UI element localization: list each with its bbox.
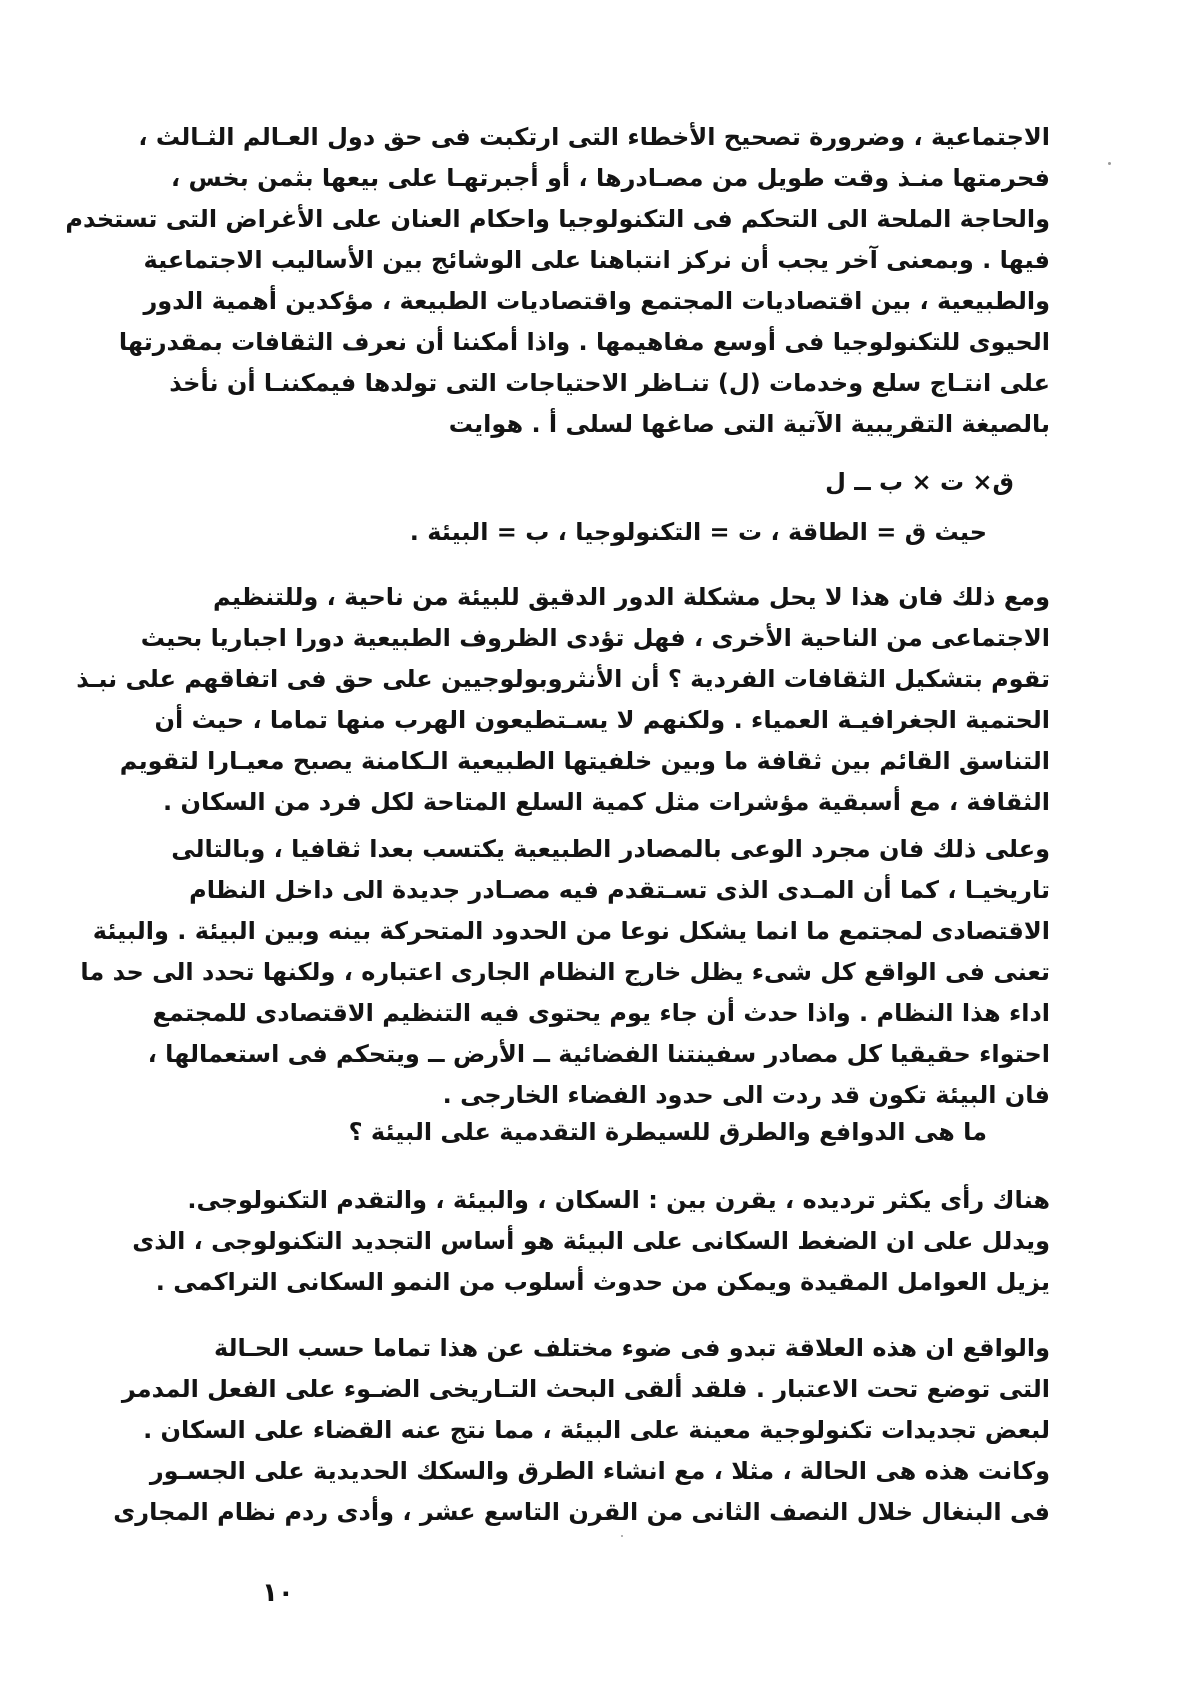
paragraph-2-line-5: التناسق القائم بين ثقافة ما وبين خلفيتها الطبيعية الـكامنة يصبح معيـارا لتقويم bbox=[119, 747, 1050, 775]
paragraph-1-line-8: بالصيغة التقريبية الآتية التى صاغها لسلى أ . هوايت bbox=[448, 410, 1050, 438]
paragraph-5 bbox=[113, 1328, 1050, 1533]
paragraph-1-line-6: الحيوى للتكنولوجيا فى أوسع مفاهيمها . واذا أمكننا أن نعرف الثقافات بمقدرتها bbox=[118, 328, 1050, 356]
section-question: ما هى الدوافع والطرق للسيطرة التقدمية على البيئة ؟ bbox=[348, 1118, 987, 1146]
paragraph-1-line-5: والطبيعية ، بين اقتصاديات المجتمع واقتصاديات الطبيعة ، مؤكدين أهمية الدور bbox=[143, 287, 1050, 315]
paragraph-1-line-7: على انتـاج سلع وخدمات (ل) تنـاظر الاحتياجات التى تولدها فيمكننـا أن نأخذ bbox=[169, 369, 1050, 397]
paragraph-2-line-4: الحتمية الجغرافيـة العمياء . ولكنهم لا يسـتطيعون الهرب منها تماما ، حيث أن bbox=[154, 706, 1050, 734]
paragraph-5-line-1: والواقع ان هذه العلاقة تبدو فى ضوء مختلف عن هذا تماما حسب الحـالة bbox=[213, 1334, 1050, 1362]
paragraph-1-line-2: فحرمتها منـذ وقت طويل من مصـادرها ، أو أجبرتهـا على بيعها بثمن بخس ، bbox=[171, 164, 1050, 192]
paragraph-3-line-6: احتواء حقيقيا كل مصادر سفينتنا الفضائية ــ الأرض ــ ويتحكم فى استعمالها ، bbox=[147, 1040, 1050, 1068]
formula-definition: حيث ق = الطاقة ، ت = التكنولوجيا ، ب = البيئة . bbox=[409, 518, 987, 546]
paragraph-2-line-1: ومع ذلك فان هذا لا يحل مشكلة الدور الدقيق للبيئة من ناحية ، وللتنظيم bbox=[213, 583, 1050, 611]
paragraph-3-line-2: تاريخيـا ، كما أن المـدى الذى تسـتقدم فيه مصـادر جديدة الى داخل النظام bbox=[189, 876, 1050, 904]
paragraph-1 bbox=[65, 117, 1050, 445]
scan-speck bbox=[621, 1535, 623, 1537]
paragraph-3-line-1: وعلى ذلك فان مجرد الوعى بالمصادر الطبيعية يكتسب بعدا ثقافيا ، وبالتالى bbox=[171, 835, 1050, 863]
paragraph-5-line-5: فى البنغال خلال النصف الثانى من القرن التاسع عشر ، وأدى ردم نظام المجارى bbox=[113, 1498, 1050, 1526]
paragraph-5-line-2: التى توضع تحت الاعتبار . فلقد ألقى البحث التـاريخى الضـوء على الفعل المدمر bbox=[121, 1375, 1050, 1403]
formula: ق× ت × ب ــ ل bbox=[825, 468, 1014, 496]
page-number: ١٠ bbox=[262, 1578, 294, 1608]
paragraph-4 bbox=[132, 1180, 1050, 1303]
paragraph-3-line-4: تعنى فى الواقع كل شىء يظل خارج النظام الجارى اعتباره ، ولكنها تحدد الى حد ما bbox=[80, 958, 1050, 986]
paragraph-1-line-1: الاجتماعية ، وضرورة تصحيح الأخطاء التى ارتكبت فى حق دول العـالم الثـالث ، bbox=[138, 123, 1050, 151]
paragraph-3-line-7: فان البيئة تكون قد ردت الى حدود الفضاء الخارجى . bbox=[442, 1081, 1050, 1109]
paragraph-3-line-3: الاقتصادى لمجتمع ما انما يشكل نوعا من الحدود المتحركة بينه وبين البيئة . والبيئة bbox=[92, 917, 1050, 945]
scan-speck bbox=[1108, 162, 1111, 165]
paragraph-5-line-3: لبعض تجديدات تكنولوجية معينة على البيئة ، مما نتج عنه القضاء على السكان . bbox=[143, 1416, 1050, 1444]
paragraph-1-line-4: فيها . وبمعنى آخر يجب أن نركز انتباهنا على الوشائج بين الأساليب الاجتماعية bbox=[143, 246, 1050, 274]
paragraph-1-line-3: والحاجة الملحة الى التحكم فى التكنولوجيا واحكام العنان على الأغراض التى تستخدم bbox=[65, 205, 1050, 233]
paragraph-2-line-2: الاجتماعى من الناحية الأخرى ، فهل تؤدى الظروف الطبيعية دورا اجباريا بحيث bbox=[140, 624, 1050, 652]
paragraph-4-line-3: يزيل العوامل المقيدة ويمكن من حدوث أسلوب من النمو السكانى التراكمى . bbox=[155, 1268, 1050, 1296]
paragraph-4-line-2: ويدلل على ان الضغط السكانى على البيئة هو أساس التجديد التكنولوجى ، الذى bbox=[132, 1227, 1050, 1255]
paragraph-3-line-5: اداء هذا النظام . واذا حدث أن جاء يوم يحتوى فيه التنظيم الاقتصادى للمجتمع bbox=[152, 999, 1050, 1027]
paragraph-2 bbox=[76, 577, 1050, 823]
paragraph-5-line-4: وكانت هذه هى الحالة ، مثلا ، مع انشاء الطرق والسكك الحديدية على الجسـور bbox=[149, 1457, 1050, 1485]
paragraph-4-line-1: هناك رأى يكثر ترديده ، يقرن بين : السكان ، والبيئة ، والتقدم التكنولوجى. bbox=[187, 1186, 1050, 1214]
paragraph-3 bbox=[80, 829, 1050, 1116]
paragraph-2-line-3: تقوم بتشكيل الثقافات الفردية ؟ أن الأنثروبولوجيين على حق فى اتفاقهم على نبـذ bbox=[76, 665, 1050, 693]
paragraph-2-line-6: الثقافة ، مع أسبقية مؤشرات مثل كمية السلع المتاحة لكل فرد من السكان . bbox=[163, 788, 1050, 816]
